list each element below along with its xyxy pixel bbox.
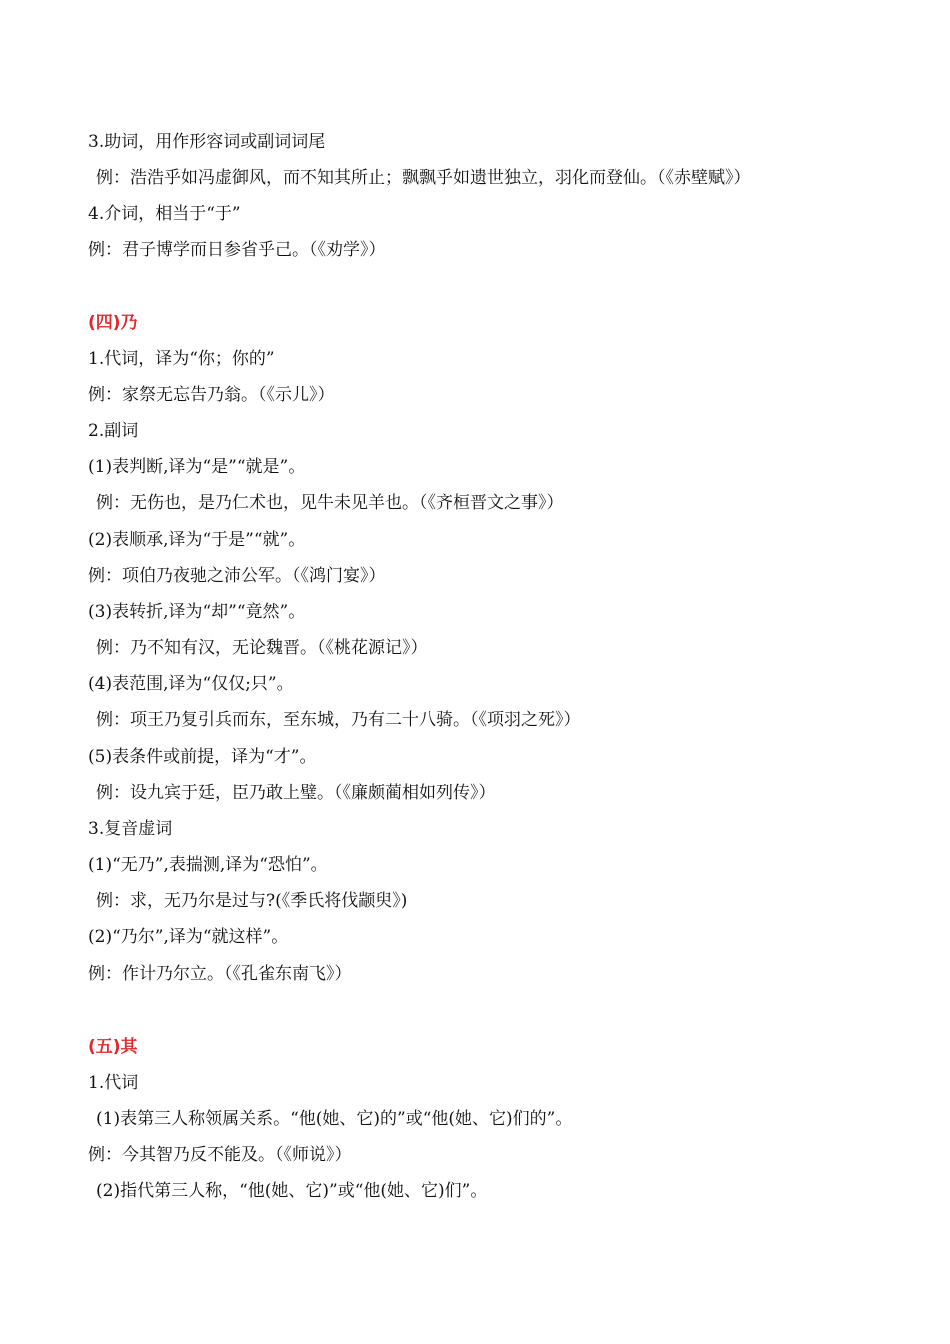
section-heading: (五)其 bbox=[88, 1037, 138, 1057]
example-line: 例：乃不知有汉，无论魏晋。（《桃花源记》） bbox=[96, 638, 428, 658]
doc-line: (3)表转折,译为“却”“竟然”。 bbox=[88, 602, 306, 622]
doc-line: (1)表第三人称领属关系。“他(她、它)的”或“他(她、它)们的”。 bbox=[96, 1109, 573, 1129]
doc-line: 1.代词，译为“你；你的” bbox=[88, 349, 275, 369]
doc-line: (4)表范围,译为“仅仅;只”。 bbox=[88, 674, 294, 694]
example-line: 例：求，无乃尔是过与?(《季氏将伐颛臾》) bbox=[96, 891, 408, 911]
doc-line: 3.助词，用作形容词或副词词尾 bbox=[88, 132, 326, 152]
example-line: 例：浩浩乎如冯虚御风，而不知其所止；飘飘乎如遗世独立，羽化而登仙。（《赤壁赋》） bbox=[96, 168, 751, 188]
example-line: 例：家祭无忘告乃翁。（《示儿》） bbox=[88, 385, 335, 405]
example-line: 例：项伯乃夜驰之沛公军。（《鸿门宴》） bbox=[88, 566, 386, 586]
example-line: 例：设九宾于廷，臣乃敢上璧。（《廉颇蔺相如列传》） bbox=[96, 783, 496, 803]
doc-line: 1.代词 bbox=[88, 1073, 139, 1093]
example-line: 例：君子博学而日参省乎己。（《劝学》） bbox=[88, 240, 386, 260]
doc-line: (5)表条件或前提，译为“才”。 bbox=[88, 747, 317, 767]
example-line: 例：作计乃尔立。（《孔雀东南飞》） bbox=[88, 964, 352, 984]
doc-line: (2)指代第三人称，“他(她、它)”或“他(她、它)们”。 bbox=[96, 1181, 488, 1201]
example-line: 例：无伤也，是乃仁术也，见牛未见羊也。（《齐桓晋文之事》） bbox=[96, 493, 564, 513]
doc-line: (2)“乃尔”,译为“就这样”。 bbox=[88, 927, 289, 947]
doc-line: 3.复音虚词 bbox=[88, 819, 173, 839]
doc-line: 2.副词 bbox=[88, 421, 139, 441]
example-line: 例：项王乃复引兵而东，至东城，乃有二十八骑。（《项羽之死》） bbox=[96, 710, 581, 730]
doc-line: (1)表判断,译为“是”“就是”。 bbox=[88, 457, 306, 477]
example-line: 例：今其智乃反不能及。（《师说》） bbox=[88, 1145, 352, 1165]
doc-line: 4.介词，相当于“于” bbox=[88, 204, 241, 224]
doc-line: (1)“无乃”,表揣测,译为“恐怕”。 bbox=[88, 855, 328, 875]
section-heading: (四)乃 bbox=[88, 313, 138, 333]
doc-line: (2)表顺承,译为“于是”“就”。 bbox=[88, 530, 306, 550]
